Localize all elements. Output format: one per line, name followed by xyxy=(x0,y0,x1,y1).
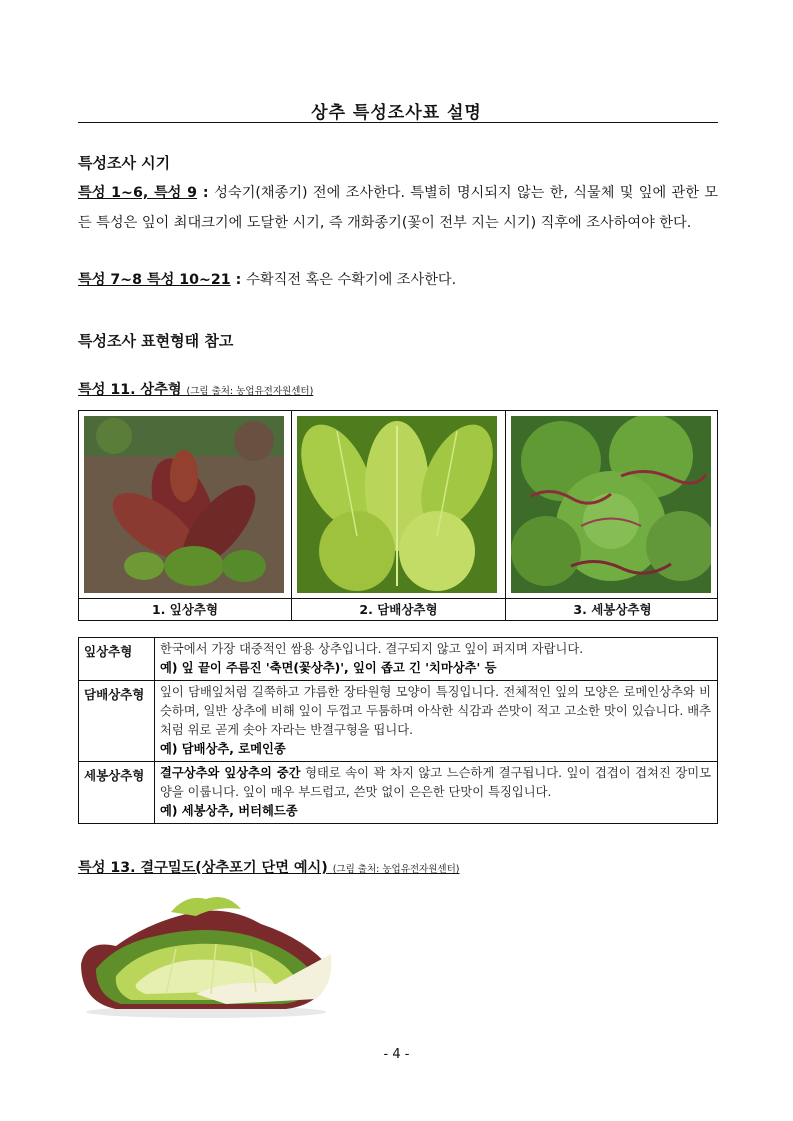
sebong-lettuce-photo xyxy=(511,416,711,593)
type-name: 잎상추형 xyxy=(79,638,155,680)
type-description: 결구상추와 잎상추의 중간 형태로 속이 꽉 차지 않고 느슨하게 결구됩니다. 잎이 겹겹이 겹쳐진 장미모양을 이룹니다. 잎이 매우 부드럽고, 쓴맛 없이 은은한 단맛이 특징입니다. xyxy=(160,766,711,799)
type-example: 예) 잎 끝이 주름진 '축면(꽃상추)', 잎이 좁고 긴 '치마상추' 등 xyxy=(160,661,497,675)
leaf-lettuce-photo-cell xyxy=(79,411,291,598)
table-row xyxy=(79,638,717,680)
type-name: 세봉상추형 xyxy=(79,762,155,823)
table-row xyxy=(79,761,717,823)
timing-label-2: 특성 7~8 특성 10~21 xyxy=(78,272,231,288)
page-number: - 4 - xyxy=(383,1047,410,1062)
page-title: 상추 특성조사표 설명 xyxy=(311,103,482,123)
romaine-lettuce-label: 2. 담배상추형 xyxy=(359,602,438,617)
timing-paragraph-1: 특성 1~6, 특성 9 : 성숙기(채종기) 전에 조사한다. 특별히 명시되지 않는 한, 식물체 및 잎에 관한 모든 특성은 잎이 최대크기에 도달한 시기, 즉 개화종기(꽃이 전부 지는 시기) 직후에 조사하여야 한다. xyxy=(78,185,719,231)
romaine-lettuce-photo-cell xyxy=(292,411,505,598)
title-divider xyxy=(78,122,718,123)
lettuce-type-description-table xyxy=(78,637,718,824)
type-name: 담배상추형 xyxy=(79,681,155,761)
timing-heading: 특성조사 시기 xyxy=(78,154,171,172)
figure-13-caption: 특성 13. 결구밀도(상추포기 단면 예시) (그림 출처: 농업유전자원센터) xyxy=(78,860,460,876)
type-example: 예) 세봉상추, 버터헤드종 xyxy=(160,804,298,818)
type-description: 잎이 담배잎처럼 길쭉하고 갸름한 장타원형 모양이 특징입니다. 전체적인 잎의 모양은 로메인상추와 비슷하며, 일반 상추에 비해 잎이 두껍고 두툼하며 아삭한 식감과 쓴맛이 적고 고소한 맛이 있습니다. 배추처럼 위로 곧게 솟아 자라는 반결구형을 띱니다. xyxy=(160,685,711,737)
figure-13-source: (그림 출처: 농업유전자원센터) xyxy=(332,864,460,875)
figure-11-caption: 특성 11. 상추형 (그림 출처: 농업유전자원센터) xyxy=(78,382,314,398)
timing-label-1: 특성 1~6, 특성 9 xyxy=(78,185,198,201)
timing-paragraph-2: 특성 7~8 특성 10~21 : 수확직전 혹은 수확기에 조사한다. xyxy=(78,272,457,288)
type-example: 예) 담배상추, 로메인종 xyxy=(160,742,286,756)
romaine-lettuce-photo xyxy=(297,416,497,593)
sebong-lettuce-label: 3. 세봉상추형 xyxy=(573,602,652,617)
leaf-lettuce-photo xyxy=(84,416,284,593)
type-description: 한국에서 가장 대중적인 쌈용 상추입니다. 결구되지 않고 잎이 퍼지며 자랍니다. xyxy=(160,642,584,656)
reference-heading: 특성조사 표현형태 참고 xyxy=(78,332,234,350)
sebong-lettuce-photo-cell xyxy=(506,411,719,598)
table-row xyxy=(79,680,717,761)
lettuce-type-image-table xyxy=(78,410,718,621)
figure-11-source: (그림 출처: 농업유전자원센터) xyxy=(186,386,314,397)
lettuce-cross-section-photo xyxy=(76,884,338,1020)
timing-text-2: 수확직전 혹은 수확기에 조사한다. xyxy=(246,272,457,288)
leaf-lettuce-label: 1. 잎상추형 xyxy=(151,602,219,617)
timing-text-1: 성숙기(채종기) 전에 조사한다. 특별히 명시되지 않는 한, 식물체 및 잎에 관한 모든 특성은 잎이 최대크기에 도달한 시기, 즉 개화종기(꽃이 전부 지는 시기) 직후에 조사하여야 한다. xyxy=(78,185,719,231)
